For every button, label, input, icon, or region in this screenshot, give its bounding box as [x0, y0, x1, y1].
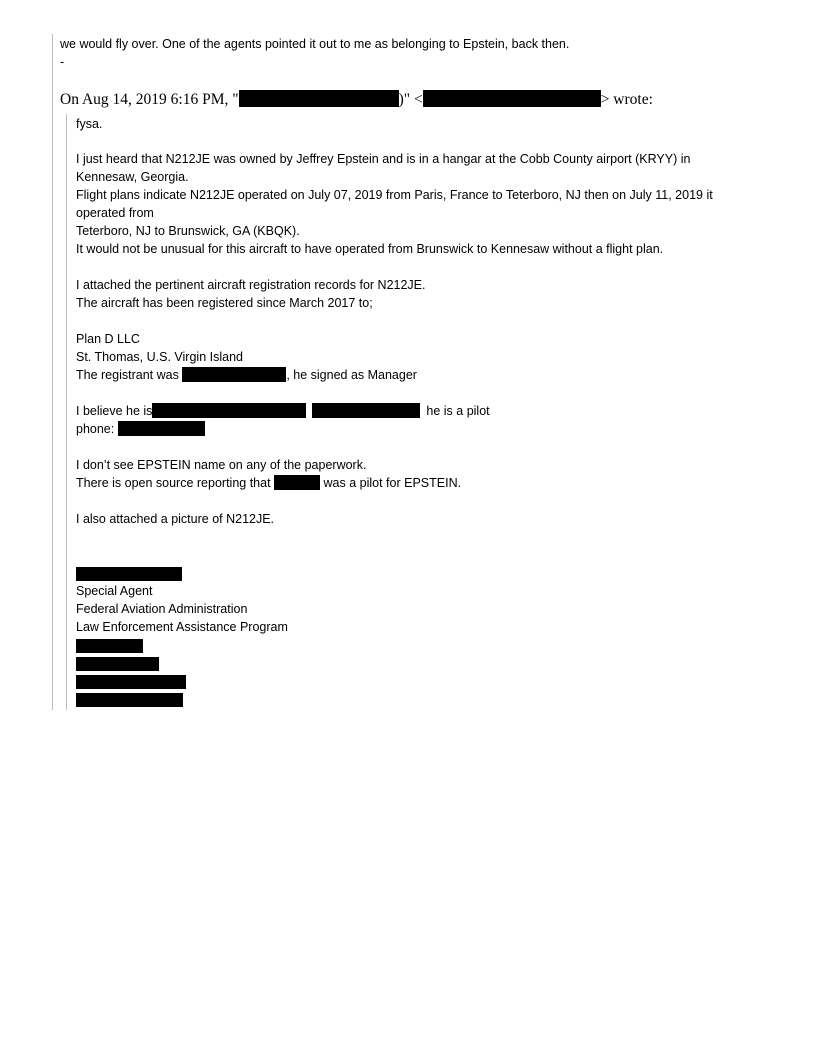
signature-program: Law Enforcement Assistance Program	[76, 620, 288, 634]
body-line: Teterboro, NJ to Brunswick, GA (KBQK).	[76, 224, 300, 238]
redacted-phone	[118, 421, 205, 436]
redacted-pilot	[274, 475, 320, 490]
body-line: I just heard that N212JE was owned by Jeffrey Epstein and is in a hangar at the Cobb County airport (KRYY) in	[76, 152, 691, 166]
open-source-text: There is open source reporting that	[76, 476, 271, 490]
redacted-signature-name	[76, 567, 182, 581]
body-line: It would not be unusual for this aircraft to have operated from Brunswick to Kennesaw without a flight plan.	[76, 242, 664, 256]
registrant-role: , he signed as Manager	[286, 368, 417, 382]
body-line: I don’t see EPSTEIN name on any of the paperwork.	[76, 458, 367, 472]
redacted-signature-line	[76, 639, 143, 653]
redacted-sender-email	[423, 90, 601, 107]
greeting: fysa.	[76, 117, 103, 131]
pilot-line	[76, 402, 490, 420]
phone-label: phone:	[76, 422, 115, 436]
redacted-sender-name	[239, 90, 399, 107]
body-line: The aircraft has been registered since March 2017 to;	[76, 296, 373, 310]
registrant-name: Plan D LLC	[76, 332, 140, 346]
registrant-location: St. Thomas, U.S. Virgin Island	[76, 350, 243, 364]
open-source-line	[76, 474, 461, 492]
redacted-signature-line	[76, 693, 183, 707]
pilot-role: he is a pilot	[426, 404, 490, 418]
body-line: operated from	[76, 206, 154, 220]
body-line: I attached the pertinent aircraft registration records for N212JE.	[76, 278, 426, 292]
pilot-label: I believe he is	[76, 404, 153, 418]
quote-header-middle: )" <	[398, 91, 423, 108]
inner-quote-bar	[66, 114, 67, 710]
open-source-text-end: was a pilot for EPSTEIN.	[323, 476, 462, 490]
continuation-text: we would fly over. One of the agents pointed it out to me as belonging to Epstein, back then.	[60, 37, 570, 51]
redacted-pilot-name	[152, 403, 306, 418]
signature-org: Federal Aviation Administration	[76, 602, 248, 616]
quote-header-prefix: On Aug 14, 2019 6:16 PM, "	[60, 91, 239, 108]
continuation-dash: -	[60, 55, 65, 69]
signature-title: Special Agent	[76, 584, 153, 598]
registrant-line	[76, 366, 417, 384]
body-line: Kennesaw, Georgia.	[76, 170, 189, 184]
redacted-signature-line	[76, 675, 186, 689]
quote-header-suffix: > wrote:	[600, 91, 653, 108]
body-line: I also attached a picture of N212JE.	[76, 512, 275, 526]
redacted-signature-line	[76, 657, 159, 671]
redacted-registrant	[182, 367, 286, 382]
quote-header	[60, 90, 653, 109]
registrant-label: The registrant was	[76, 368, 179, 382]
redacted-pilot-info	[312, 403, 420, 418]
body-line: Flight plans indicate N212JE operated on July 07, 2019 from Paris, France to Teterboro, NJ then on July 11, 2019 it	[76, 188, 713, 202]
phone-line	[76, 420, 205, 438]
outer-quote-bar	[52, 34, 53, 710]
